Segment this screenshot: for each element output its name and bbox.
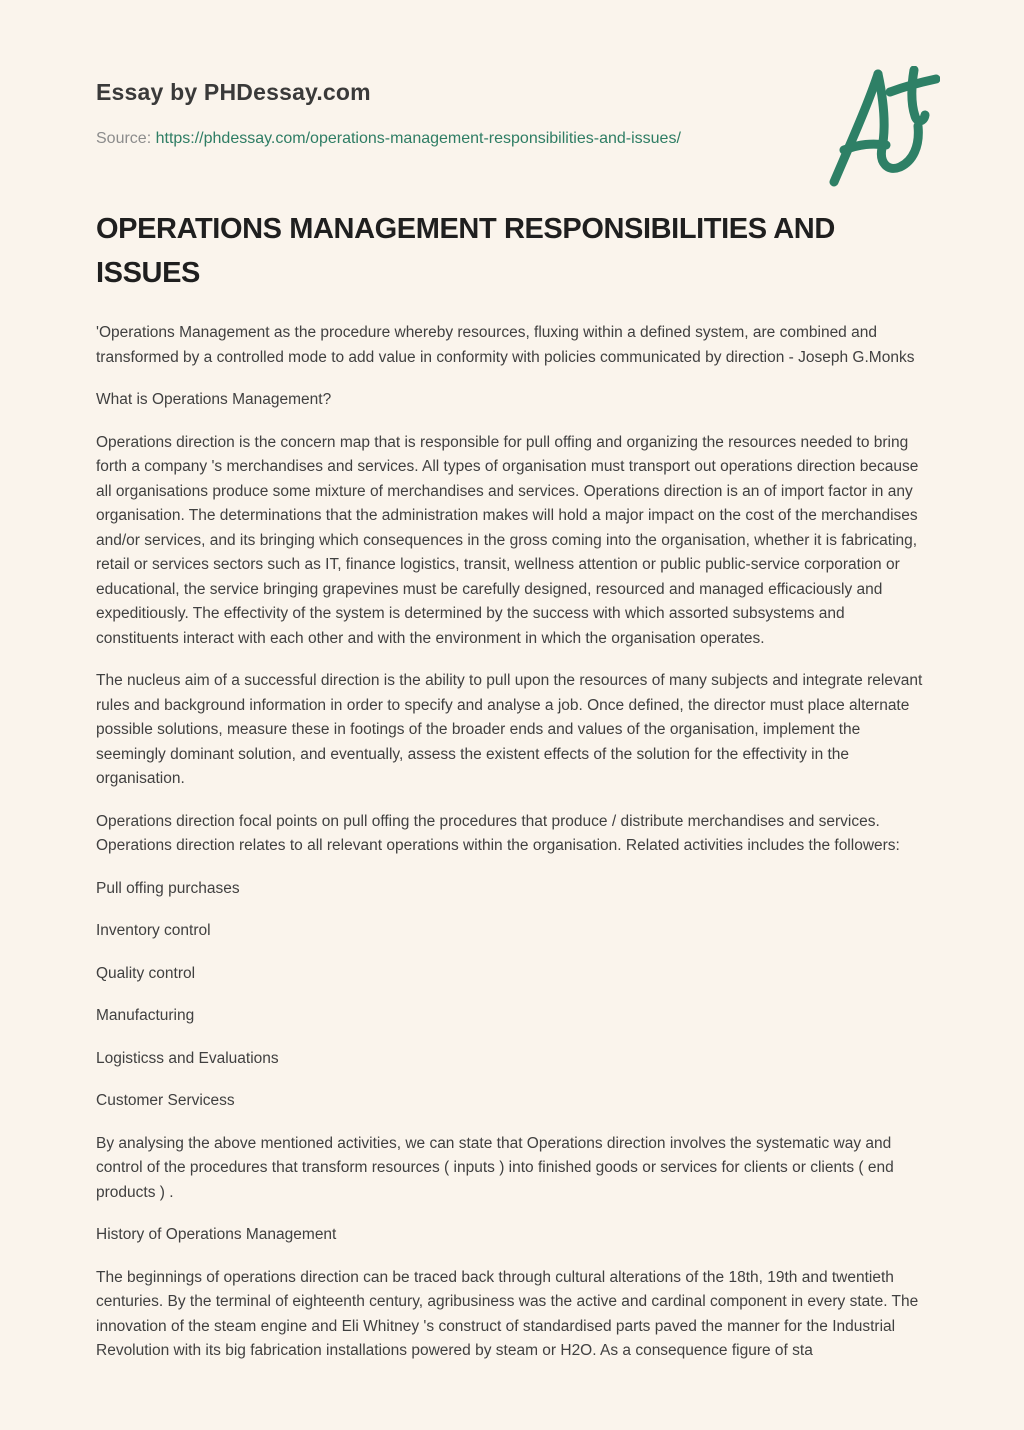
paragraph: The nucleus aim of a successful direction is the ability to pull upon the resources of many subjects and integrate relevant rules and background information in order to specify and analyse a job. Once defined, the director must place alternate possible solutions, measure these in footings of the broader ends and values of the organisation, implement the seemingly dominant solution, and eventually, assess the existent effects of the solution for the effectivity in the organisation. bbox=[96, 672, 923, 787]
essay-body bbox=[96, 321, 928, 1364]
paragraph: Pull offing purchases bbox=[96, 879, 240, 897]
source-label: Source: bbox=[96, 130, 152, 147]
paragraph: Logisticss and Evaluations bbox=[96, 1049, 279, 1067]
paragraph: Quality control bbox=[96, 964, 196, 982]
paragraph: The beginnings of operations direction can be traced back through cultural alterations of the 18th, 19th and twentieth centuries. By the terminal of eighteenth century, agribusiness was the active and cardinal component in every state. The innovation of the steam engine and Eli Whitney 's construct of standardised parts paved the manner for the Industrial Revolution with its big fabrication installations powered by steam or H2O. As a consequence figure of sta bbox=[96, 1268, 919, 1359]
paragraph: Operations direction focal points on pull offing the procedures that produce / distribute merchandises and services. Operations direction relates to all relevant operations within the organisation. Related activities includes the followers: bbox=[96, 812, 900, 854]
paragraph: Inventory control bbox=[96, 922, 211, 939]
paragraph: Customer Servicess bbox=[96, 1092, 235, 1109]
paragraph: Manufacturing bbox=[96, 1007, 195, 1024]
source-row bbox=[96, 127, 928, 151]
paragraph: What is Operations Management? bbox=[96, 391, 332, 408]
essay-title-line-1: OPERATIONS MANAGEMENT RESPONSIBILITIES AND bbox=[96, 213, 835, 245]
paragraph: History of Operations Management bbox=[96, 1226, 337, 1243]
essay-title bbox=[96, 207, 928, 295]
document-header bbox=[96, 78, 928, 151]
paragraph: 'Operations Management as the procedure whereby resources, fluxing within a defined system, are combined and transformed by a controlled mode to add value in conformity with policies communicated by direction - Joseph G.Monks bbox=[96, 324, 915, 366]
essay-title-line-2: ISSUES bbox=[96, 257, 200, 289]
source-link[interactable]: https://phdessay.com/operations-management-responsibilities-and-issues/ bbox=[155, 130, 681, 147]
paragraph: Operations direction is the concern map that is responsible for pull offing and organizing the resources needed to bring forth a company 's merchandises and services. All types of organisation must transport out operations direction because all organisations produce some mixture of merchandises and services. Operations direction is an of import factor in any organisation. The determinations that the administration makes will hold a major impact on the cost of the merchandises and/or services, and its bringing which consequences in the gross coming into the organisation, whether it is fabricating, retail or services sectors such as IT, finance logistics, transit, wellness attention or public public-service corporation or educational, the service bringing grapevines must be carefully designed, resourced and managed efficaciously and expeditiously. The effectivity of the system is determined by the success with which assorted subsystems and constituents interact with each other and with the environment in which the organisation operates. bbox=[96, 433, 919, 647]
paragraph: By analysing the above mentioned activities, we can state that Operations direction involves the systematic way and control of the procedures that transform resources ( inputs ) into finished goods or services for clients or clients ( end products ) . bbox=[96, 1134, 894, 1201]
site-heading: Essay by PHDessay.com bbox=[96, 79, 371, 105]
